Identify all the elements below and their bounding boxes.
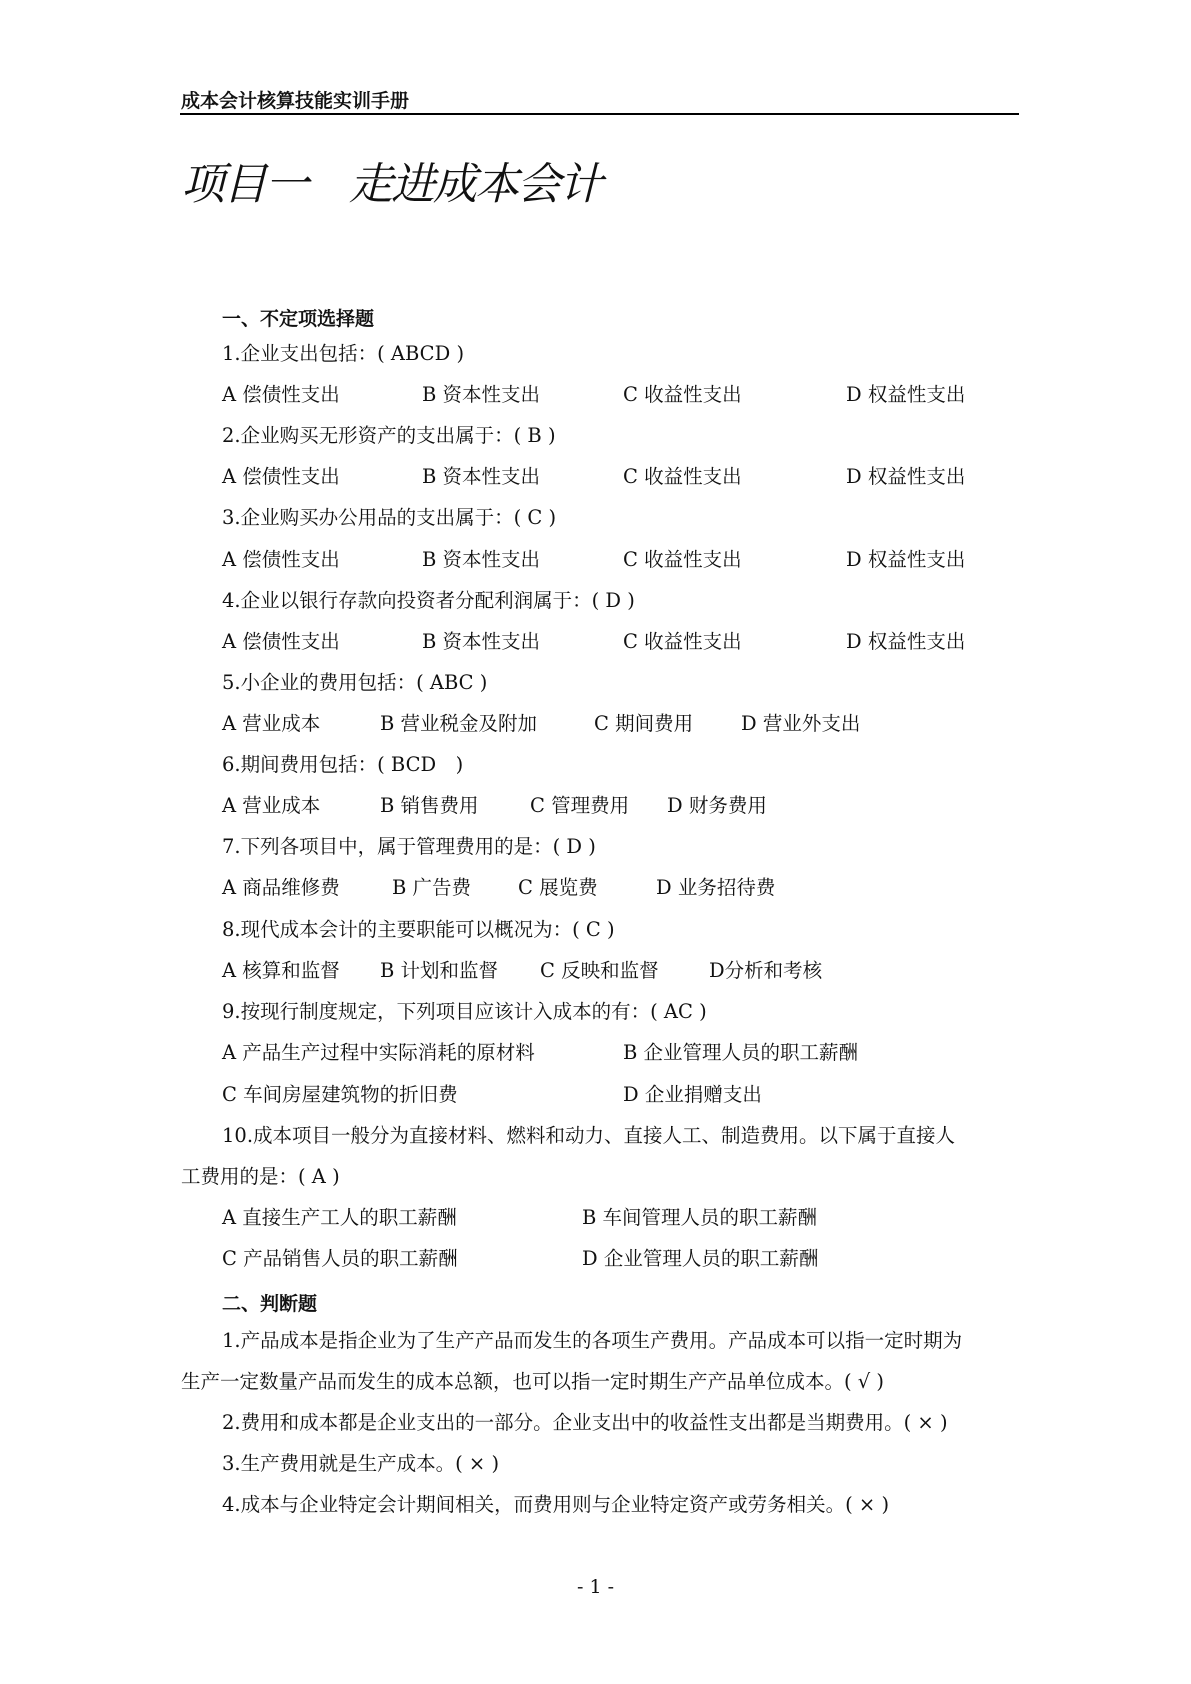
option-d: D 企业捐赠支出 — [623, 1083, 762, 1106]
question-stem: 8.现代成本会计的主要职能可以概况为：( C ) — [222, 918, 615, 941]
statement: 2.费用和成本都是企业支出的一部分。企业支出中的收益性支出都是当期费用。( × ) — [222, 1411, 948, 1434]
option-a: A 直接生产工人的职工薪酬 — [222, 1206, 457, 1229]
question-stem-continued: 工费用的是：( A ) — [181, 1165, 340, 1188]
option-a: A 偿债性支出 — [222, 465, 340, 488]
option-c: C 收益性支出 — [623, 630, 742, 653]
question-stem: 2.企业购买无形资产的支出属于：( B ) — [222, 424, 556, 447]
question-stem: 9.按现行制度规定，下列项目应该计入成本的有：( AC ) — [222, 1000, 707, 1023]
option-b: B 计划和监督 — [380, 959, 499, 982]
statement: 1.产品成本是指企业为了生产产品而发生的各项生产费用。产品成本可以指一定时期为 — [222, 1329, 963, 1352]
option-c: C 管理费用 — [530, 794, 630, 817]
question-stem: 1.企业支出包括：( ABCD ) — [222, 342, 465, 365]
option-c: C 车间房屋建筑物的折旧费 — [222, 1083, 458, 1106]
page-number: - 1 - — [576, 1576, 614, 1598]
option-c: C 展览费 — [518, 876, 598, 899]
option-b: B 资本性支出 — [422, 383, 541, 406]
question-stem: 6.期间费用包括：( BCD ) — [222, 753, 464, 776]
header-divider — [180, 113, 1019, 115]
option-b: B 企业管理人员的职工薪酬 — [623, 1041, 859, 1064]
statement: 3.生产费用就是生产成本。( × ) — [222, 1452, 500, 1475]
page-title: 项目一 走进成本会计 — [181, 159, 601, 210]
option-a: A 产品生产过程中实际消耗的原材料 — [222, 1041, 535, 1064]
option-b: B 资本性支出 — [422, 630, 541, 653]
option-b: B 车间管理人员的职工薪酬 — [582, 1206, 818, 1229]
option-d: D 权益性支出 — [846, 383, 966, 406]
option-c: C 反映和监督 — [540, 959, 659, 982]
option-c: C 收益性支出 — [623, 548, 742, 571]
option-d: D 权益性支出 — [846, 630, 966, 653]
section-heading-true-false: 二、判断题 — [222, 1293, 318, 1315]
option-a: A 偿债性支出 — [222, 383, 340, 406]
option-b: B 销售费用 — [380, 794, 479, 817]
option-d: D 权益性支出 — [846, 465, 966, 488]
option-d: D 权益性支出 — [846, 548, 966, 571]
statement-continued: 生产一定数量产品而发生的成本总额，也可以指一定时期生产产品单位成本。( √ ) — [181, 1370, 885, 1393]
option-a: A 营业成本 — [222, 794, 321, 817]
option-b: B 资本性支出 — [422, 548, 541, 571]
question-stem: 7.下列各项目中，属于管理费用的是：( D ) — [222, 835, 596, 858]
option-a: A 核算和监督 — [222, 959, 340, 982]
question-stem: 3.企业购买办公用品的支出属于：( C ) — [222, 506, 557, 529]
running-header: 成本会计核算技能实训手册 — [181, 90, 410, 112]
option-c: C 产品销售人员的职工薪酬 — [222, 1247, 458, 1270]
option-c: C 期间费用 — [594, 712, 694, 735]
option-d: D 营业外支出 — [741, 712, 861, 735]
question-stem: 10.成本项目一般分为直接材料、燃料和动力、直接人工、制造费用。以下属于直接人 — [222, 1124, 956, 1147]
option-c: C 收益性支出 — [623, 465, 742, 488]
option-d: D 企业管理人员的职工薪酬 — [582, 1247, 819, 1270]
option-b: B 营业税金及附加 — [380, 712, 538, 735]
option-d: D 财务费用 — [667, 794, 767, 817]
option-b: B 资本性支出 — [422, 465, 541, 488]
question-stem: 4.企业以银行存款向投资者分配利润属于：( D ) — [222, 589, 635, 612]
question-stem: 5.小企业的费用包括：( ABC ) — [222, 671, 488, 694]
option-c: C 收益性支出 — [623, 383, 742, 406]
option-a: A 商品维修费 — [222, 876, 340, 899]
section-heading-multiple-choice: 一、不定项选择题 — [222, 308, 375, 330]
option-a: A 偿债性支出 — [222, 630, 340, 653]
option-a: A 偿债性支出 — [222, 548, 340, 571]
option-d: D分析和考核 — [709, 959, 823, 982]
option-a: A 营业成本 — [222, 712, 321, 735]
option-d: D 业务招待费 — [656, 876, 776, 899]
option-b: B 广告费 — [392, 876, 472, 899]
statement: 4.成本与企业特定会计期间相关，而费用则与企业特定资产或劳务相关。( × ) — [222, 1493, 890, 1516]
